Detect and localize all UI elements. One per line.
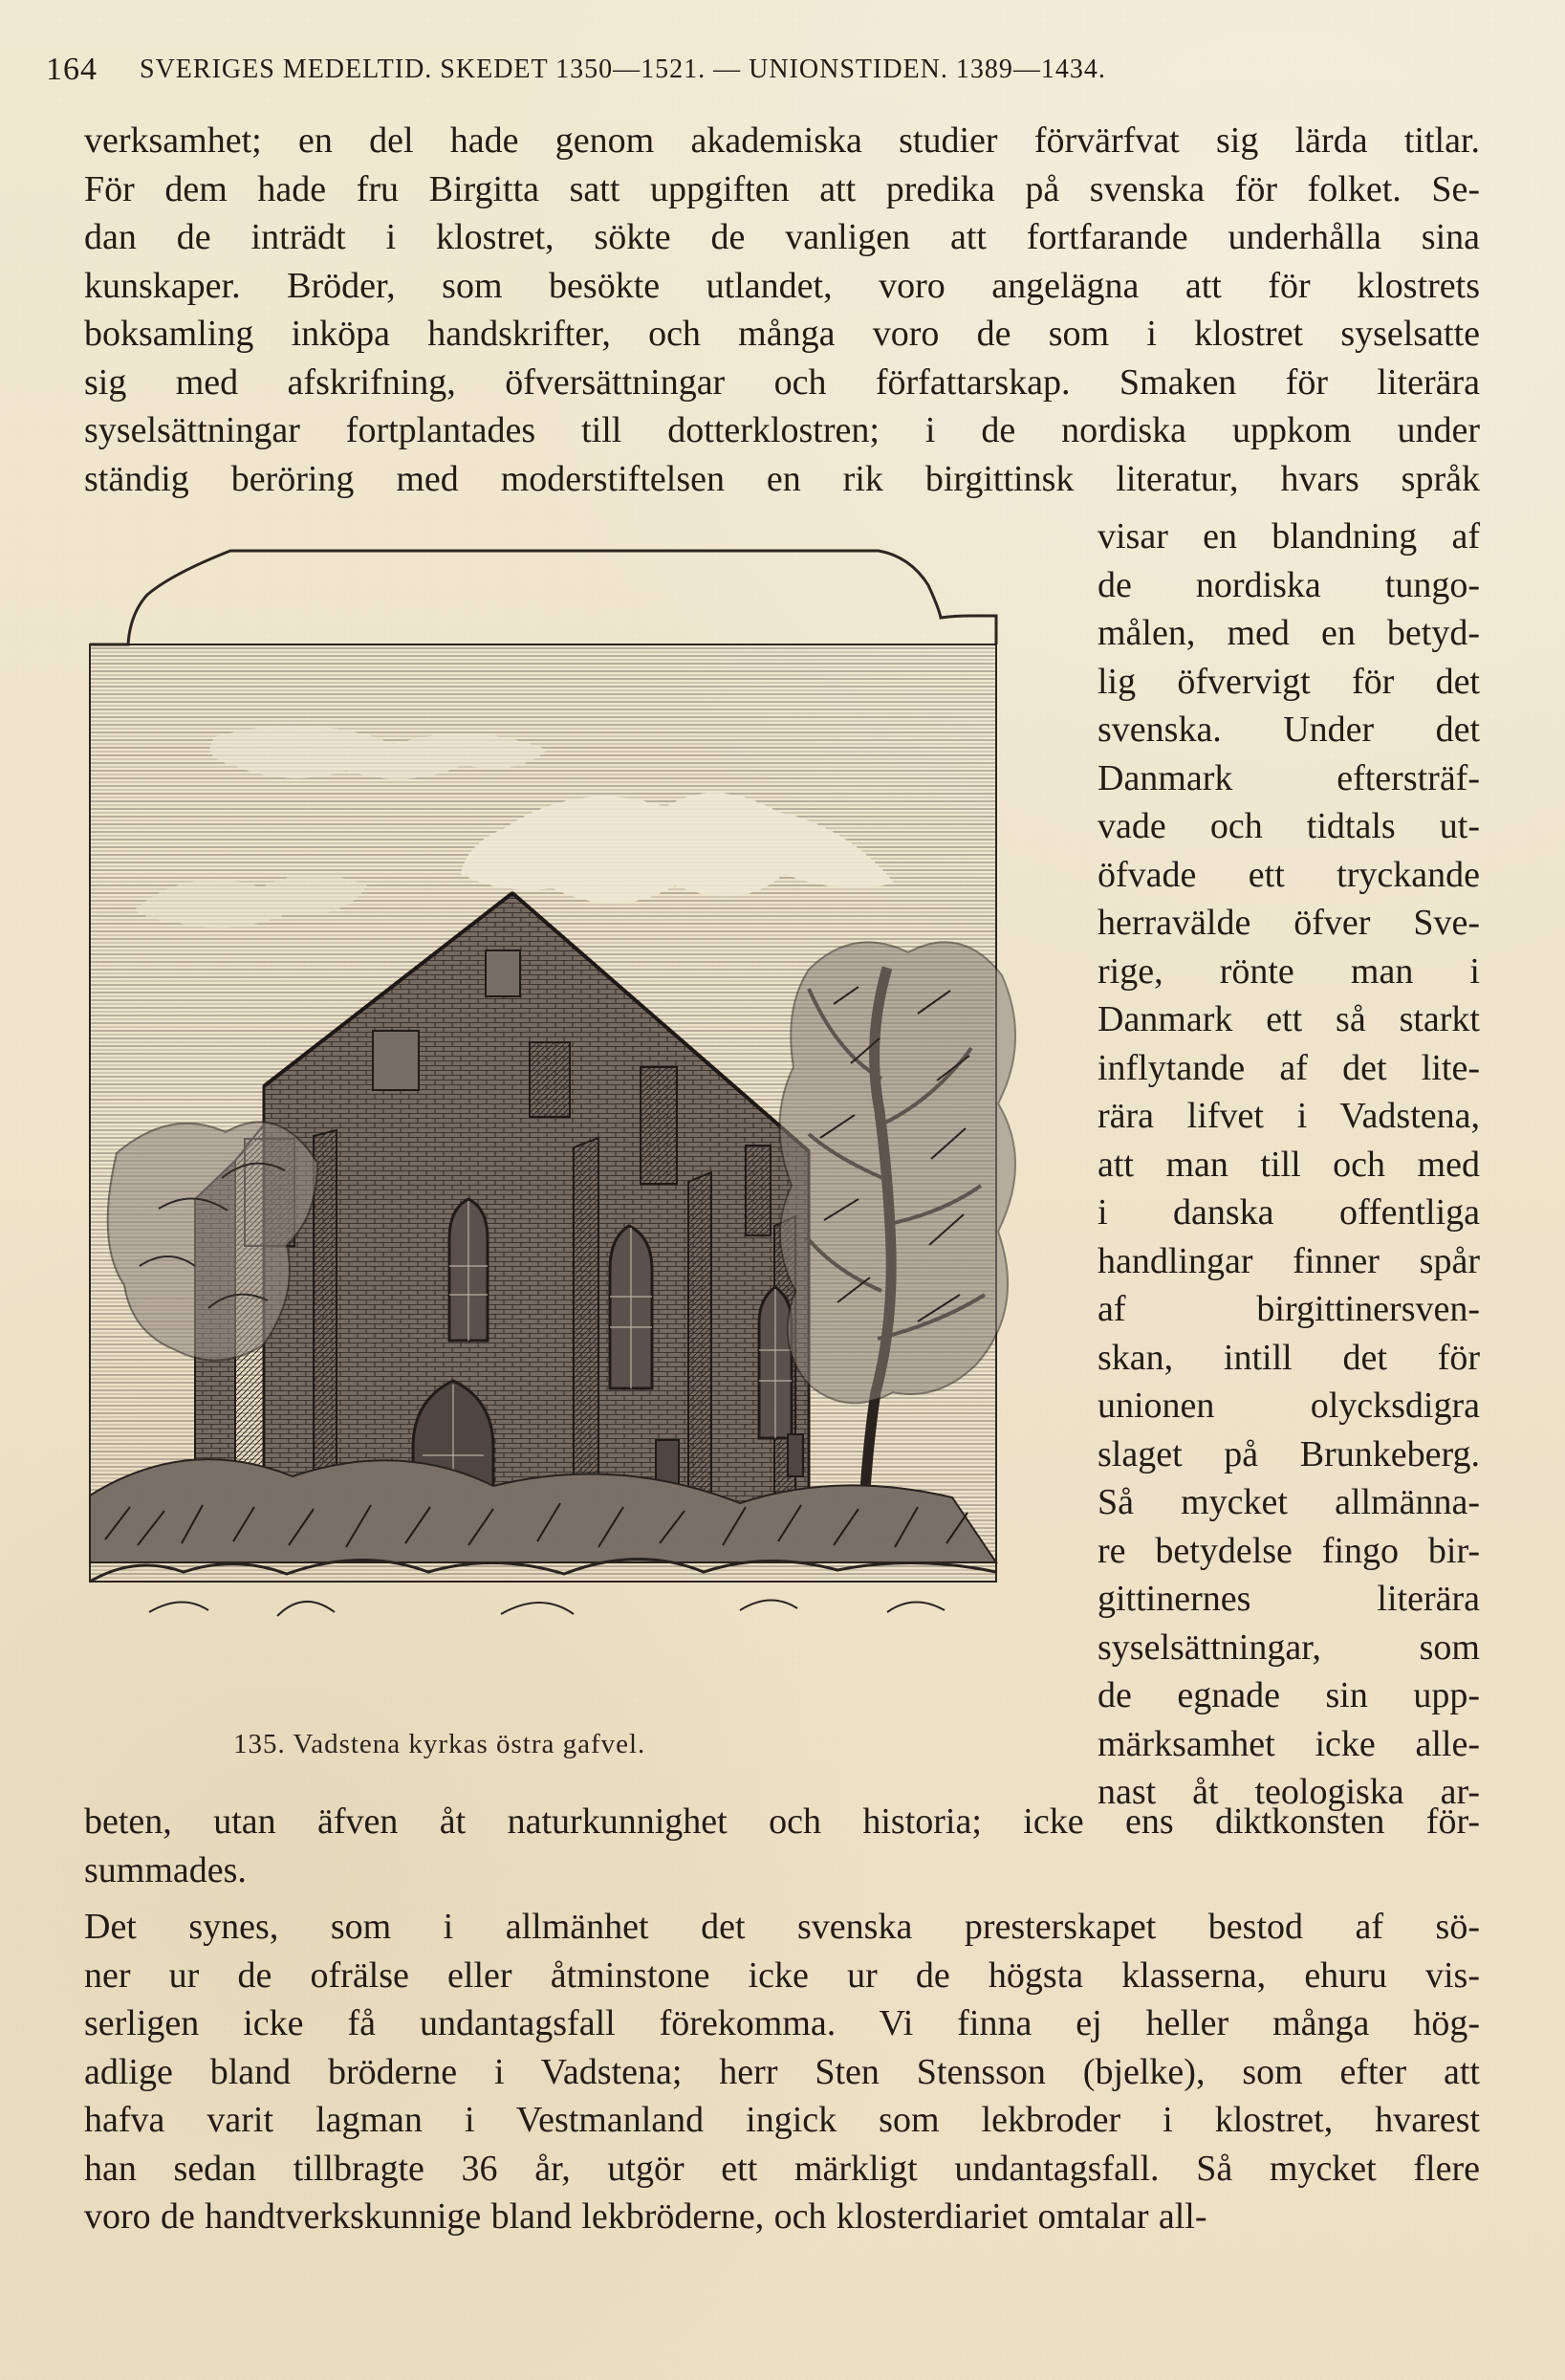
text-line: gittinernes literära [1098,1579,1480,1619]
text-line: dan de inträdt i klostret, sökte de vanligen att fortfarande underhålla sina [84,217,1480,257]
text-line: nast åt teologiska ar- [1098,1772,1480,1812]
page-number: 164 [46,52,98,87]
text-line: handlingar finner spår [1098,1240,1480,1281]
text-line: herravälde öfver Sve- [1098,903,1480,943]
running-title: SVERIGES MEDELTID. SKEDET 1350—1521. — UNIONSTIDEN. 1389—1434. [140,55,1106,84]
text-line: ständig beröring med moderstiftelsen en rik birgittinsk literatur, hvars språk [84,458,1480,499]
right-column-text [1098,513,1480,1817]
text-line: Det synes, som i allmänhet det svenska presterskapet bestod af sö- [84,1907,1480,1947]
text-line: vade och tidtals ut- [1098,806,1480,846]
text-line: Så mycket allmänna- [1098,1482,1480,1522]
second-paragraph [84,1903,1480,2241]
text-line: de nordiska tungo- [1098,564,1480,605]
text-line: att man till och med [1098,1144,1480,1185]
text-line: öfvade ett tryckande [1098,854,1480,895]
text-line: rige, rönte man i [1098,950,1480,992]
text-line: inflytande af det lite- [1098,1047,1480,1088]
text-line: För dem hade fru Birgitta satt uppgiften att predika på svenska för folket. Se- [84,168,1480,209]
text-line: voro de handtverkskunnige bland lekbröderne, och klosterdiariet omtalar all- [84,2196,1207,2237]
figure [82,539,1057,1736]
text-line: målen, med en betyd- [1098,613,1480,653]
page-header [46,46,1470,94]
text-line: hafva varit lagman i Vestmanland ingick som lekbroder i klostret, hvarest [84,2100,1480,2140]
text-line: syselsättningar fortplantades till dotterklostren; i de nordiska uppkom under [84,410,1480,450]
text-line: re betydelse fingo bir- [1098,1530,1480,1571]
text-line: skan, intill det för [1098,1337,1480,1378]
text-line: märksamhet icke alle- [1098,1723,1480,1764]
text-line: summades. [84,1849,247,1890]
text-line: visar en blandning af [1098,516,1480,557]
continuation-paragraph [84,1798,1480,1894]
figure-caption: 135. Vadstena kyrkas östra gafvel. [233,1729,646,1759]
text-line: i danska offentliga [1098,1192,1480,1233]
text-line: slaget på Brunkeberg. [1098,1433,1480,1474]
text-line: lig öfvervigt för det [1098,661,1480,702]
figure-frame [90,551,996,644]
text-line: boksamling inköpa handskrifter, och många voro de som i klostret syselsatte [84,314,1480,354]
vadstena-church-engraving [82,539,1057,1736]
text-line: ner ur de ofrälse eller åtminstone icke ur de högsta klasserna, ehuru vis- [84,1954,1480,1996]
text-line: Danmark ett så starkt [1098,999,1480,1039]
text-line: serligen icke få undantagsfall förekomma. Vi finna ej heller många hög- [84,2003,1480,2043]
text-line: Danmark eftersträf- [1098,757,1480,798]
text-line: rära lifvet i Vadstena, [1098,1096,1480,1136]
text-line: unionen olycksdigra [1098,1386,1480,1426]
text-line: sig med afskrifning, öfversättningar och författarskap. Smaken för literära [84,361,1480,403]
text-line: syselsättningar, som [1098,1627,1480,1668]
text-line: adlige bland bröderne i Vadstena; herr Sten Stensson (bjelke), som efter att [84,2051,1480,2092]
top-paragraph [84,117,1480,503]
text-line: verksamhet; en del hade genom akademiska studier förvärfvat sig lärda titlar. [84,120,1480,161]
text-line: han sedan tillbragte 36 år, utgör ett märkligt undantagsfall. Så mycket flere [84,2148,1480,2189]
text-line: af birgittinersven- [1098,1289,1480,1329]
text-line: svenska. Under det [1098,710,1480,750]
text-line: kunskaper. Bröder, som besökte utlandet, voro angelägna att för klostrets [84,265,1480,306]
text-line: beten, utan äfven åt naturkunnighet och historia; icke ens diktkonsten för- [84,1801,1480,1842]
text-line: de egnade sin upp- [1098,1675,1480,1715]
